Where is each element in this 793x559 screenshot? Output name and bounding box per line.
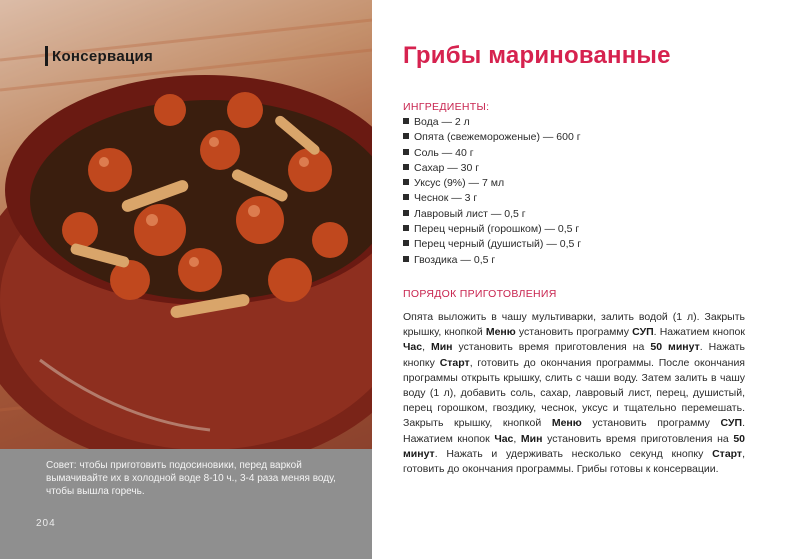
procedure-segment: . Нажатием кнопок (403, 417, 745, 445)
procedure-segment: . Нажать кнопку (403, 341, 745, 369)
bullet-icon (403, 240, 409, 246)
procedure-keyword: Час (494, 432, 514, 445)
bullet-icon (403, 149, 409, 155)
procedure-segment: , (513, 432, 521, 445)
procedure-segment: установить программу (581, 417, 721, 430)
ingredient-item: Сахар — 30 г (403, 161, 581, 176)
bullet-icon (403, 133, 409, 139)
procedure-segment: . Нажать и удерживать несколько секунд кнопку (434, 447, 713, 460)
bullet-icon (403, 194, 409, 200)
ingredient-item: Вода — 2 л (403, 115, 581, 130)
bullet-icon (403, 210, 409, 216)
procedure-segment: установить программу (515, 326, 633, 339)
section-title: Консервация (52, 47, 154, 65)
ingredient-item: Уксус (9%) — 7 мл (403, 176, 581, 191)
procedure-keyword: Старт (439, 356, 470, 369)
procedure-segment: . Нажатием кнопок (653, 326, 745, 339)
page-number: 204 (36, 518, 56, 529)
ingredients-heading: ИНГРЕДИЕНТЫ: (403, 101, 490, 113)
procedure-keyword: 50 минут (650, 341, 700, 354)
procedure-keyword: СУП (720, 417, 743, 430)
procedure-keyword: Старт (712, 447, 743, 460)
ingredient-item: Перец черный (горошком) — 0,5 г (403, 222, 581, 237)
bullet-icon (403, 225, 409, 231)
procedure-keyword: 50 минут (403, 432, 745, 460)
procedure-segment: Опята выложить в чашу мультиварки, залить водой (1 л). Закрыть крышку, кнопкой (403, 311, 745, 339)
ingredient-item: Опята (свежемороженые) — 600 г (403, 130, 581, 145)
mushroom-bowl-photo (0, 0, 372, 449)
procedure-segment: установить время приготовления на (452, 341, 651, 354)
ingredient-item: Чеснок — 3 г (403, 191, 581, 206)
procedure-segment: , готовить до окончания программы. После окончания программы открыть крышку, слить с чаши воду. Затем залить в чашу воду (1 л), добавить соль, сахар, лавровый лист, перец, душистый, перец горошком, гвоздику, чеснок, уксус и тщательно перемешать. Закрыть крышку, кнопкой (403, 356, 745, 430)
section-bar (45, 46, 48, 66)
procedure-keyword: Меню (485, 326, 516, 339)
bullet-icon (403, 118, 409, 124)
procedure-keyword: Меню (551, 417, 582, 430)
bowl-illustration (0, 0, 372, 449)
procedure-segment: , готовить до окончания программы. Грибы готовы к консервации. (403, 447, 745, 476)
ingredient-item: Соль — 40 г (403, 146, 581, 161)
ingredients-list (403, 115, 581, 268)
bullet-icon (403, 256, 409, 262)
procedure-keyword: Час (403, 341, 423, 354)
ingredient-item: Гвоздика — 0,5 г (403, 253, 581, 268)
recipe-title: Грибы маринованные (403, 42, 671, 69)
procedure-segment: , (422, 341, 431, 354)
section-label (45, 45, 153, 67)
ingredient-item: Перец черный (душистый) — 0,5 г (403, 237, 581, 252)
tip-text: Совет: чтобы приготовить подосиновики, перед варкой вымачивайте их в холодной воде 8-10 ч., 3-4 раза меняя воду, чтобы вышла горечь. (46, 460, 336, 497)
procedure-text (403, 310, 745, 477)
bullet-icon (403, 164, 409, 170)
left-page (0, 0, 372, 559)
ingredient-item: Лавровый лист — 0,5 г (403, 207, 581, 222)
procedure-keyword: Мин (520, 432, 543, 445)
procedure-segment: установить время приготовления на (542, 432, 734, 445)
procedure-heading: ПОРЯДОК ПРИГОТОВЛЕНИЯ (403, 288, 557, 300)
bullet-icon (403, 179, 409, 185)
procedure-keyword: СУП (632, 326, 654, 339)
procedure-keyword: Мин (430, 341, 453, 354)
